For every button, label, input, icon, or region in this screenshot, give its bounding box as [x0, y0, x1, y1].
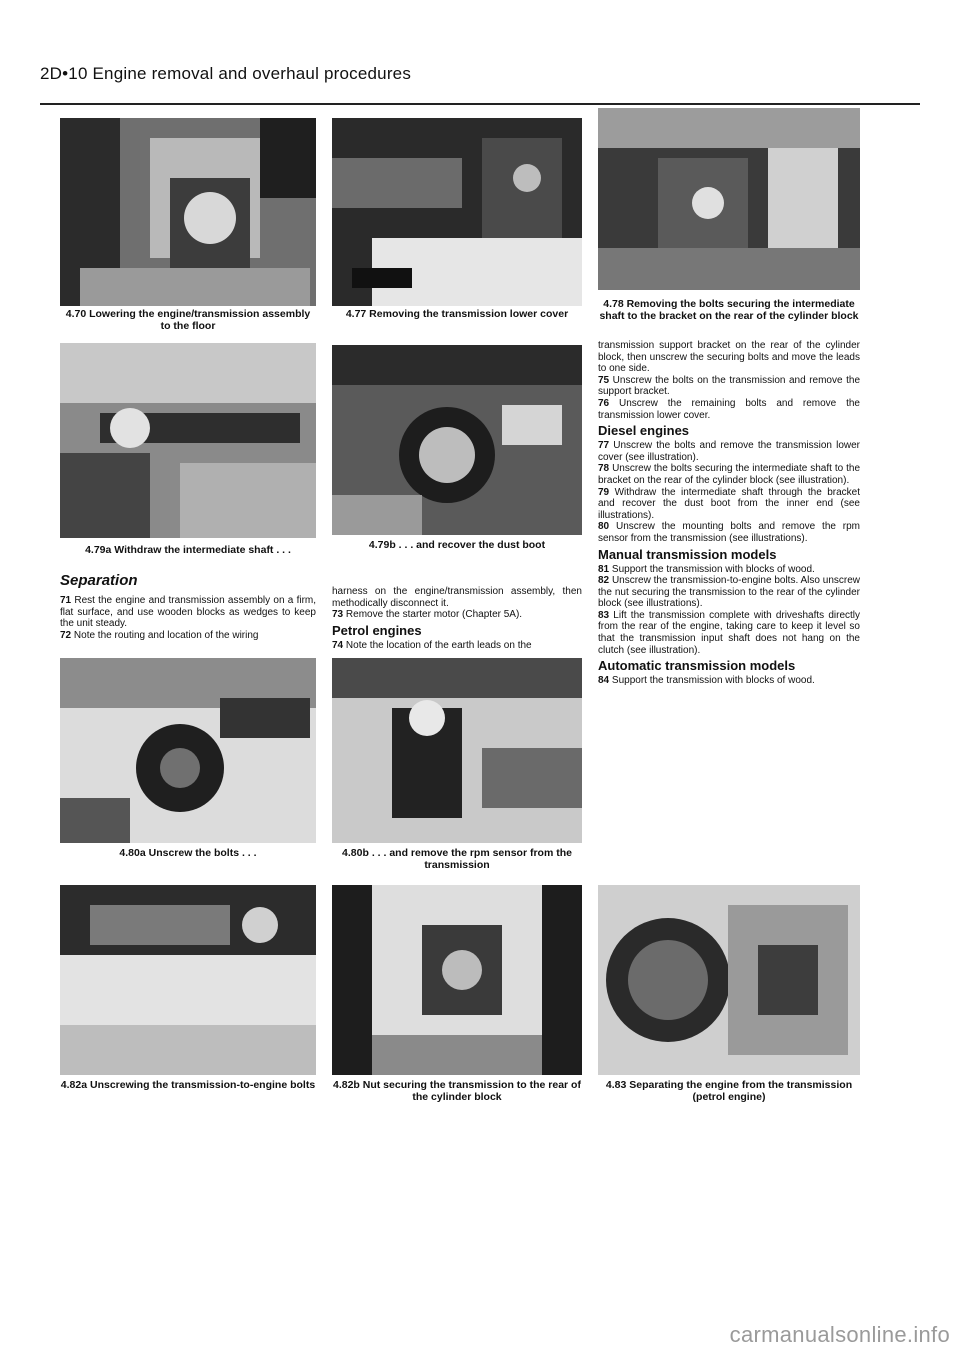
paragraph-72: [60, 630, 316, 642]
paragraph-text: Withdraw the intermediate shaft through the bracket and recover the dust boot from the inner end (see illustrations).: [598, 486, 860, 521]
paragraph-71: [60, 595, 316, 630]
paragraph-number: 72: [60, 629, 72, 641]
photo-4-80a: [60, 658, 316, 843]
photo-4-79a: [60, 343, 316, 538]
photo-4-70: [60, 118, 316, 306]
paragraph-72-continued: harness on the engine/transmission assembly, then methodically disconnect it.: [332, 586, 582, 609]
text-column-2: [332, 586, 582, 651]
photo-4-82a: [60, 885, 316, 1075]
paragraph-79: [598, 487, 860, 522]
caption-4-83: 4.83 Separating the engine from the transmission (petrol engine): [605, 1079, 853, 1103]
paragraph-text: Unscrew the bolts on the transmission and remove the support bracket.: [598, 374, 860, 398]
caption-4-77: 4.77 Removing the transmission lower cover: [345, 308, 569, 320]
text-column-3: [598, 340, 860, 687]
paragraph-number: 80: [598, 521, 610, 533]
caption-4-79b: 4.79b . . . and recover the dust boot: [368, 539, 546, 551]
paragraph-number: 84: [598, 675, 610, 687]
caption-4-70: 4.70 Lowering the engine/transmission assembly to the floor: [65, 308, 311, 332]
caption-4-79a: 4.79a Withdraw the intermediate shaft . . .: [85, 544, 291, 556]
paragraph-text: Unscrew the bolts and remove the transmission lower cover (see illustration).: [598, 440, 860, 463]
caption-4-80a: 4.80a Unscrew the bolts . . .: [119, 847, 257, 859]
paragraph-77: [598, 440, 860, 463]
paragraph-number: 83: [598, 609, 610, 621]
subheading-petrol-engines: Petrol engines: [332, 622, 422, 638]
paragraph-text: Note the routing and location of the wiring: [73, 629, 259, 641]
photo-4-77: [332, 118, 582, 306]
paragraph-number: 74: [332, 639, 344, 651]
paragraph-number: 71: [60, 595, 72, 606]
paragraph-text: Unscrew the transmission-to-engine bolts. Also unscrew the nut securing the transmission to the rear of the cylinder block (see illustrations).: [598, 575, 860, 610]
photo-4-80b: [332, 658, 582, 843]
paragraph-number: 76: [598, 397, 610, 409]
paragraph-text: Lift the transmission complete with driveshafts directly from the rear of the engine, taking care to keep it level so that the transmission input shaft does not hang on the clutch (see illustration).: [598, 609, 861, 656]
caption-4-82a: 4.82a Unscrewing the transmission-to-engine bolts: [60, 1079, 316, 1091]
paragraph-text: Unscrew the bolts securing the intermediate shaft to the bracket on the rear of the cylinder block (see illustration).: [598, 463, 861, 486]
photo-4-83: [598, 885, 860, 1075]
paragraph-81: [598, 564, 860, 576]
paragraph-83: [598, 610, 860, 656]
header-rule: [40, 103, 920, 105]
paragraph-text: Remove the starter motor (Chapter 5A).: [345, 609, 523, 621]
paragraph-82: [598, 575, 860, 610]
paragraph-76: [598, 398, 860, 421]
paragraph-84: [598, 675, 860, 687]
caption-4-78: 4.78 Removing the bolts securing the intermediate shaft to the bracket on the rear of the cylinder block: [599, 298, 859, 322]
paragraph-text: Note the location of the earth leads on the: [345, 639, 532, 651]
paragraph-text: Support the transmission with blocks of wood.: [611, 563, 815, 575]
photo-4-78: [598, 108, 860, 290]
paragraph-text: Unscrew the mounting bolts and remove the rpm sensor from the transmission (see illustrations).: [598, 521, 860, 544]
caption-4-80b: 4.80b . . . and remove the rpm sensor from the transmission: [342, 847, 572, 871]
subheading-automatic-transmission: Automatic transmission models: [598, 658, 796, 674]
paragraph-78: [598, 463, 860, 486]
photo-4-79b: [332, 345, 582, 535]
paragraph-74: [332, 640, 582, 652]
section-heading-separation: Separation: [60, 572, 138, 589]
paragraph-number: 82: [598, 575, 610, 587]
paragraph-75: [598, 375, 860, 398]
paragraph-73: [332, 609, 582, 621]
caption-4-82b: 4.82b Nut securing the transmission to the rear of the cylinder block: [333, 1079, 581, 1103]
paragraph-number: 79: [598, 486, 610, 498]
watermark: carmanualsonline.info: [729, 1322, 950, 1347]
paragraph-number: 77: [598, 440, 610, 452]
photo-4-82b: [332, 885, 582, 1075]
paragraph-text: Unscrew the remaining bolts and remove the transmission lower cover.: [598, 397, 860, 421]
text-column-1: [60, 567, 316, 641]
paragraph-text: Support the transmission with blocks of wood.: [611, 675, 815, 687]
subheading-diesel-engines: Diesel engines: [598, 423, 690, 439]
paragraph-number: 81: [598, 563, 610, 575]
paragraph-number: 78: [598, 463, 610, 475]
paragraph-80: [598, 521, 860, 544]
paragraph-text: Rest the engine and transmission assembly on a firm, flat surface, and use wooden blocks as wedges to keep the unit steady.: [60, 595, 317, 630]
subheading-manual-transmission: Manual transmission models: [598, 546, 777, 562]
paragraph-number: 75: [598, 374, 610, 386]
paragraph-number: 73: [332, 609, 344, 621]
paragraph-74-continued: transmission support bracket on the rear of the cylinder block, then unscrew the securing bolts and move the leads to one side.: [598, 340, 860, 375]
page-header: 2D•10 Engine removal and overhaul procedures: [40, 64, 412, 83]
